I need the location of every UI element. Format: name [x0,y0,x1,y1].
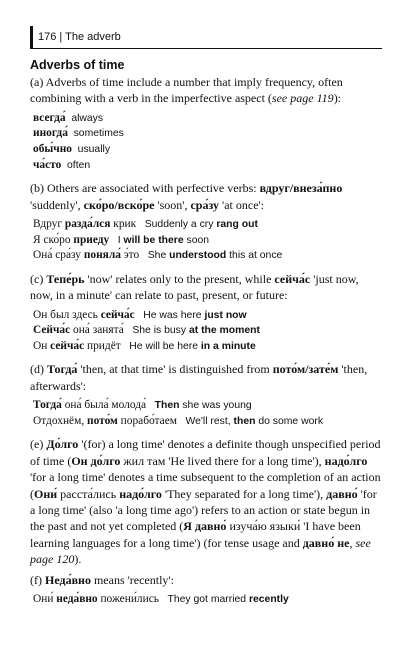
russian-text: придёт [84,339,121,352]
running-header [30,26,382,49]
translation-bold: understood [169,250,227,262]
examples-b [30,217,382,264]
russian-term: пото́м/зате́м [272,362,339,377]
examples-d [30,398,382,429]
examples-a [30,111,382,173]
page-reference: see page 119 [271,91,334,106]
book-page [30,26,382,615]
translation-text: He was here [143,309,205,321]
russian-term: давно́ [326,486,358,501]
text: , [349,535,356,550]
text: 'for a long time' (also 'a long time ago') refers to an action or state begun in the past and not yet completed ( [30,486,377,534]
translation-bold: just now [204,309,247,321]
text: 'suddenly', [30,197,84,212]
translation-text: They got married [167,594,249,606]
text: 'for a long time' denotes a time subsequent to the completion of an action ( [30,470,381,501]
translation-bold: will be there [123,234,184,246]
russian-term: До́лго [46,437,79,452]
translation [155,400,252,411]
russian-text: Они́ [33,593,57,606]
section-heading: Adverbs of time [30,58,125,72]
translation-text: this at once [226,250,283,262]
translation-bold: at the moment [188,325,260,337]
russian-term: сейча́с [274,271,311,286]
translation-bold: Then [154,400,180,412]
russian-bold: Сейча́с [33,324,71,337]
text: means 'recently': [90,572,174,587]
text: 'then, afterwards': [30,362,368,393]
example-row [33,398,382,414]
paragraph-b [30,180,382,213]
russian-word: всегда́ [33,111,66,124]
russian-bold: сейча́с [100,308,135,321]
examples-c [30,308,382,355]
russian-bold: неда́вно [56,593,98,606]
translation-text: Suddenly a cry [144,219,217,230]
translation-text: We'll rest, [185,415,234,427]
russian-text: э́то [120,249,140,262]
text: жил там 'He lived there for a long time'), [120,453,325,468]
example-row [33,414,382,430]
russian-bold: Тогда́ [33,399,62,412]
text: '(for) a long time' denotes a definite though unspecified period of time ( [30,437,381,468]
page-reference: see page 120 [30,535,371,567]
examples-f [30,592,382,608]
russian-bold: разда́лся [64,218,111,230]
russian-term: Неда́вно [45,572,91,587]
example-row [33,248,382,264]
russian-term: сра́зу [190,197,220,212]
translation-text: soon [183,234,210,246]
russian-term: надо́лго [119,486,162,501]
russian-word: обы́чно [33,143,72,155]
translation [145,219,258,230]
russian-text: пожени́лись [97,593,159,606]
russian-bold: приеду [73,233,110,246]
russian-text: она́ была́ молода́ [61,399,147,412]
section-title: The adverb [65,31,121,43]
russian-text: Она́ сра́зу [33,249,84,262]
translation [132,325,260,336]
example-row [33,142,382,158]
text: Others are associated with perfective verbs: [47,181,260,196]
translation-bold: rang out [216,219,258,230]
russian-term: давно́ не [302,535,350,550]
translation: sometimes [73,128,124,140]
russian-term: Они́ [34,486,58,501]
translation-text: I [117,234,124,246]
text: 'just now, now, in a minute' can relate to past, present, or future: [30,271,359,303]
translation-text: She is busy [132,325,189,337]
russian-term: ско́ро/вско́ре [83,197,155,212]
translation-text: do some work [255,415,324,427]
example-row [33,308,382,324]
example-row [33,126,382,142]
example-row [33,158,382,174]
example-row [33,217,382,233]
label-f: (f) [30,572,42,587]
example-row [33,323,382,339]
translation [168,594,289,605]
russian-term: Тогда́ [47,362,78,377]
translation-text: she was young [179,400,252,412]
text: 'soon', [154,197,191,212]
example-row [33,111,382,127]
translation: always [71,112,104,124]
paragraph-d [30,361,382,394]
label-d: (d) [30,362,44,377]
russian-text: Я ско́ро [33,233,74,246]
text: расста́лись [57,486,120,501]
example-row [33,233,382,249]
text: ): [333,91,342,106]
translation-text: She [147,250,170,262]
text: Adverbs of time include a number that imply frequency, often combining with a verb in the imperfective aspect ( [30,75,343,106]
text: 'now' relates only to the present, while [84,271,275,286]
russian-term: Я давно́ [183,519,227,534]
text: изуча́ю языки́ 'I have been learning languages for a long time') (for tense usage and [30,519,361,550]
russian-term: Тепе́рь [46,271,85,286]
paragraph-e [30,436,382,567]
russian-text: Вдруг [33,218,65,230]
text: ). [74,552,82,567]
russian-text: порабо́таем [117,414,177,427]
russian-bold: сейча́с [50,339,85,352]
russian-term: вдруг/внеза́пно [259,181,343,196]
paragraph-c [30,271,382,304]
paragraph-f [30,572,382,588]
translation [186,416,324,427]
translation [118,235,209,246]
translation: usually [77,144,111,155]
russian-word: ча́сто [33,158,62,171]
header-bar [30,26,33,48]
header-text [38,31,121,43]
paragraph-a [30,74,382,107]
translation-bold: in a minute [200,340,256,352]
russian-term: надо́лго [324,453,368,468]
russian-text: Он [33,339,51,352]
example-row [33,592,382,608]
header-separator: | [59,31,63,43]
russian-word: иногда́ [33,127,68,140]
label-c: (c) [30,271,44,286]
russian-text: Отдохнём, [33,414,88,427]
translation [143,310,246,321]
translation [129,341,255,352]
translation: often [67,159,91,171]
russian-term: Он до́лго [71,453,121,468]
russian-text: она́ занята́ [70,324,124,337]
translation-bold: then [233,415,256,427]
russian-text: Он был здесь [33,308,101,321]
label-a: (a) [30,75,44,89]
page-number: 176 [38,31,57,43]
translation-bold: recently [248,594,289,606]
russian-bold: пото́м [87,414,118,427]
russian-bold: поняла́ [83,249,121,262]
translation-text: He will be here [129,340,201,352]
text: 'at once': [219,197,265,212]
label-e: (e) [30,437,44,452]
example-row [33,339,382,355]
text: 'then, at that time' is distinguished from [77,362,273,377]
label-b: (b) [30,181,44,196]
text: 'They separated for a long time'), [161,486,327,501]
translation [148,250,283,261]
russian-text: крик [110,218,137,230]
